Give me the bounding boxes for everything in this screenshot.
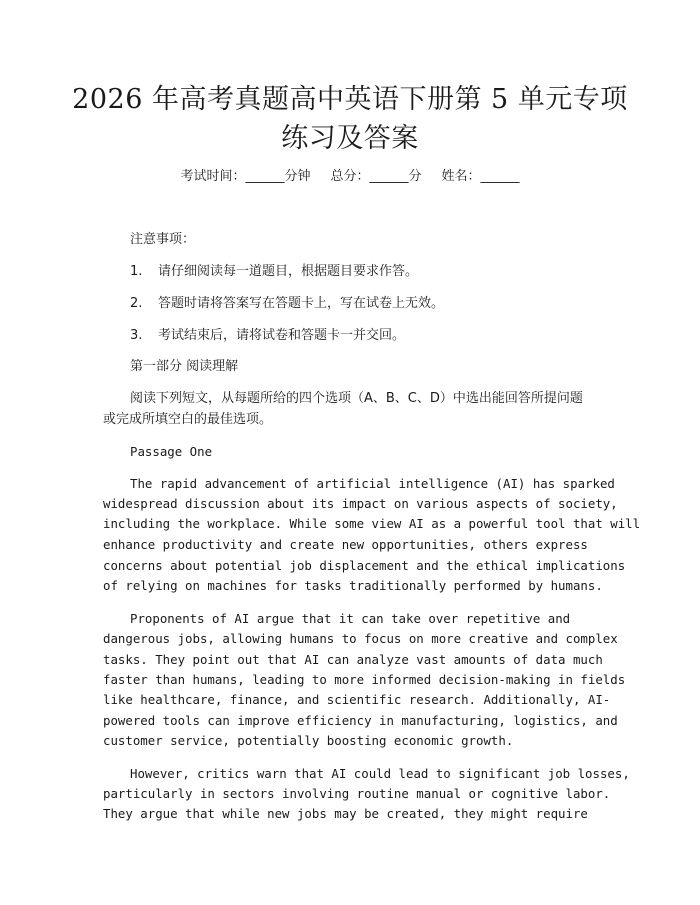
exam-meta — [0, 167, 700, 187]
document-title-line-1: 2026 年高考真题高中英语下册第 5 单元专项 — [72, 84, 628, 115]
paragraph-1-line: of relying on machines for tasks traditionally performed by humans. — [103, 578, 603, 593]
exam-time: 考试时间：______分钟 — [180, 169, 311, 184]
paragraph-2-line: customer service, potentially boosting economic growth. — [103, 733, 514, 748]
paragraph-1-line: The rapid advancement of artificial intelligence (AI) has sparked — [130, 476, 615, 491]
paragraph-3-line: particularly in sectors involving routine manual or cognitive labor. — [103, 786, 611, 801]
passage-title: Passage One — [130, 444, 213, 459]
paragraph-2-line: Proponents of AI argue that it can take over repetitive and — [130, 611, 571, 626]
notice-item-text: 考试结束后，请将试卷和答题卡一并交回。 — [158, 328, 406, 343]
notice-item — [130, 262, 630, 282]
notice-item-text: 请仔细阅读每一道题目，根据题目要求作答。 — [158, 264, 419, 279]
section-instruction-line-1: 阅读下列短文，从每题所给的四个选项（A、B、C、D）中选出能回答所提问题 — [130, 391, 583, 406]
paragraph-2-line: like healthcare, finance, and scientific research. Additionally, AI- — [103, 692, 611, 707]
section-heading: 第一部分 阅读理解 — [130, 359, 239, 374]
notice-item — [130, 294, 630, 314]
exam-score: 总分：______分 — [330, 169, 422, 184]
notice-item-number: 1. — [130, 264, 143, 279]
paragraph-1-line: concerns about potential job displacement and the ethical implications — [103, 558, 626, 573]
notice-item-text: 答题时请将答案写在答题卡上，写在试卷上无效。 — [158, 296, 445, 311]
document-title-line-2: 练习及答案 — [281, 123, 419, 154]
paragraph-3-line: They argue that while new jobs may be created, they might require — [103, 806, 588, 821]
paragraph-2-line: faster than humans, leading to more informed decision-making in fields — [103, 672, 626, 687]
notice-item-number: 3. — [130, 328, 143, 343]
notice-item-number: 2. — [130, 296, 143, 311]
paragraph-1-line: enhance productivity and create new opportunities, others express — [103, 537, 588, 552]
paragraph-3-line: However, critics warn that AI could lead to significant job losses, — [130, 766, 630, 781]
section-instruction-line-2: 或完成所填空白的最佳选项。 — [103, 412, 273, 427]
paragraph-1-line: widespread discussion about its impact on various aspects of society, — [103, 496, 618, 511]
paragraph-1-line: including the workplace. While some view AI as a powerful tool that will — [103, 516, 641, 531]
notice-heading: 注意事项： — [130, 232, 196, 247]
paragraph-2-line: powered tools can improve efficiency in manufacturing, logistics, and — [103, 713, 618, 728]
paragraph-2-line: dangerous jobs, allowing humans to focus on more creative and complex — [103, 631, 618, 646]
exam-name: 姓名：______ — [441, 169, 520, 184]
paragraph-2-line: tasks. They point out that AI can analyze vast amounts of data much — [103, 652, 603, 667]
notice-item — [130, 326, 630, 346]
